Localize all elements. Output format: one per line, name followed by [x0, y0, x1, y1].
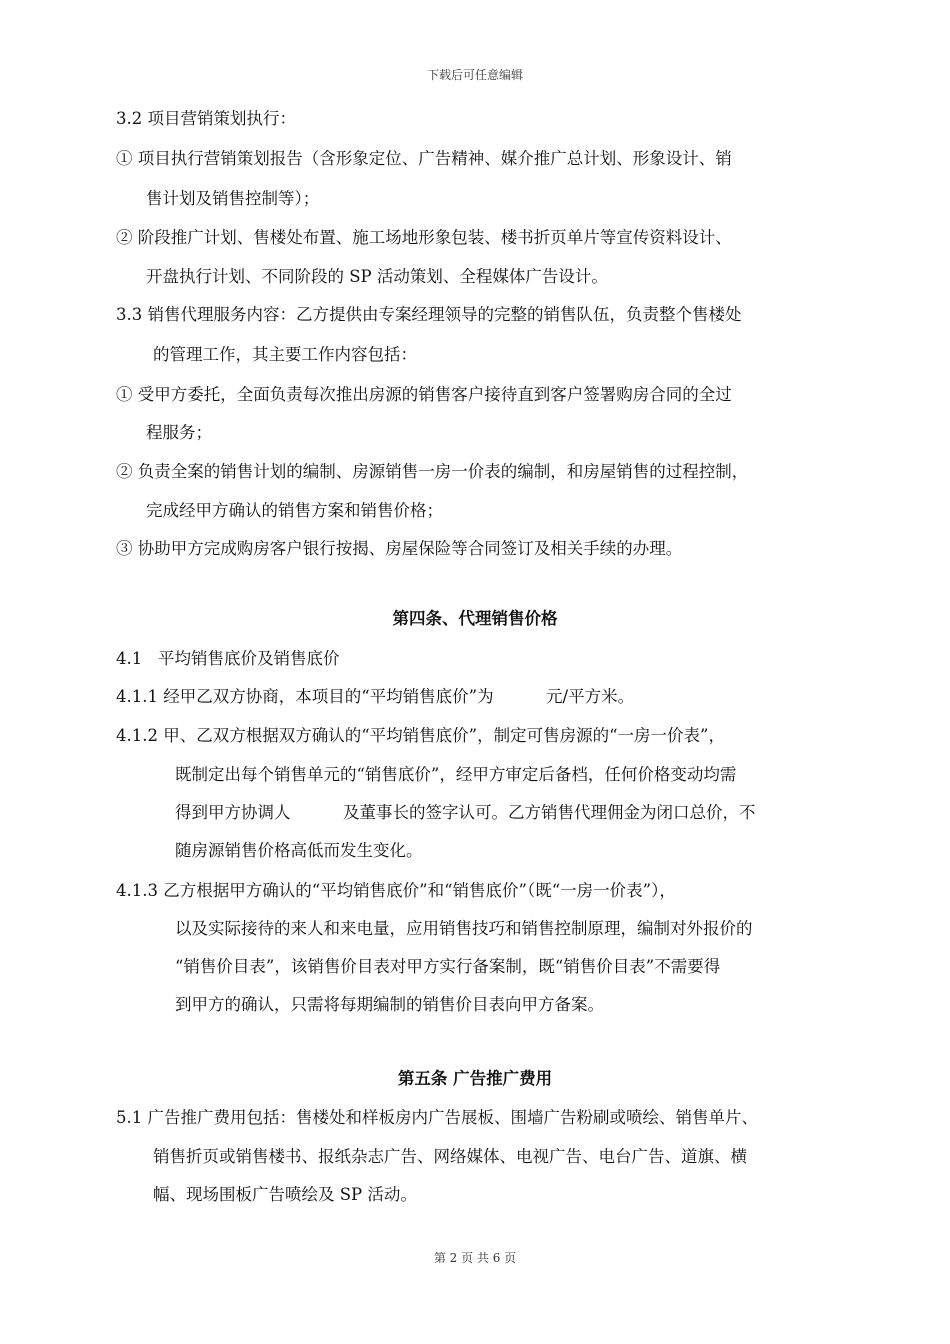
page-header: 下载后可任意编辑: [426, 68, 523, 82]
clause-4-1-3-cont-3: 到甲方的确认，只需将每期编制的销售价目表向甲方备案。: [175, 995, 604, 1014]
clause-5-1-cont-2: 幅、现场围板广告喷绘及 SP 活动。: [153, 1185, 417, 1204]
clause-3-3-title: 3.3 销售代理服务内容：乙方提供由专案经理领导的完整的销售队伍，负责整个售楼处: [116, 305, 742, 324]
clause-3-3-item-1: ① 受甲方委托，全面负责每次推出房源的销售客户接待直到客户签署购房合同的全过: [116, 385, 732, 404]
clause-4-1-2: 4.1.2 甲、乙双方根据双方确认的“平均销售底价”，制定可售房源的“一房一价表”，: [116, 726, 725, 745]
clause-3-3-item-1-cont: 程服务；: [146, 423, 212, 442]
clause-3-3-item-2: ② 负责全案的销售计划的编制、房源销售一房一价表的编制，和房屋销售的过程控制，: [116, 462, 749, 481]
clause-4-1-2-cont-3: 随房源销售价格高低而发生变化。: [175, 841, 423, 860]
clause-3-3-item-2-cont: 完成经甲方确认的销售方案和销售价格；: [146, 501, 443, 520]
clause-4-1-title: 4.1 平均销售底价及销售底价: [116, 649, 340, 668]
clause-5-1-cont-1: 销售折页或销售楼书、报纸杂志广告、网络媒体、电视广告、电台广告、道旗、横: [153, 1147, 747, 1166]
clause-3-2-title: 3.2 项目营销策划执行：: [116, 109, 296, 128]
clause-4-1-1: 4.1.1 经甲乙双方协商，本项目的“平均销售底价”为 元/平方米。: [116, 687, 635, 706]
clause-3-3-item-3: ③ 协助甲方完成购房客户银行按揭、房屋保险等合同签订及相关手续的办理。: [116, 539, 683, 558]
clause-4-1-2-cont-2: 得到甲方协调人 及董事长的签字认可。乙方销售代理佣金为闭口总价，不: [175, 803, 756, 822]
clause-3-2-item-1: ① 项目执行营销策划报告（含形象定位、广告精神、媒介推广总计划、形象设计、销: [116, 149, 732, 168]
article-4-heading: 第四条、代理销售价格: [392, 609, 558, 628]
clause-3-3-title-cont: 的管理工作，其主要工作内容包括：: [153, 345, 417, 364]
article-5-heading: 第五条 广告推广费用: [397, 1069, 553, 1088]
clause-4-1-3: 4.1.3 乙方根据甲方确认的“平均销售底价”和“销售底价”（既“一房一价表”），: [116, 881, 676, 900]
clause-3-2-item-2-cont: 开盘执行计划、不同阶段的 SP 活动策划、全程媒体广告设计。: [146, 267, 608, 286]
clause-4-1-3-cont-2: “销售价目表”，该销售价目表对甲方实行备案制，既“销售价目表”不需要得: [175, 957, 721, 976]
page-footer: 第 2 页 共 6 页: [433, 1251, 517, 1265]
clause-4-1-3-cont-1: 以及实际接待的来人和来电量，应用销售技巧和销售控制原理，编制对外报价的: [175, 919, 753, 938]
clause-3-2-item-2: ② 阶段推广计划、售楼处布置、施工场地形象包装、楼书折页单片等宣传资料设计、: [116, 228, 732, 247]
clause-4-1-2-cont-1: 既制定出每个销售单元的“销售底价”，经甲方审定后备档，任何价格变动均需: [175, 765, 737, 784]
clause-3-2-item-1-cont: 售计划及销售控制等）；: [146, 189, 320, 208]
clause-5-1: 5.1 广告推广费用包括：售楼处和样板房内广告展板、围墙广告粉刷或喷绘、销售单片、: [116, 1108, 758, 1127]
